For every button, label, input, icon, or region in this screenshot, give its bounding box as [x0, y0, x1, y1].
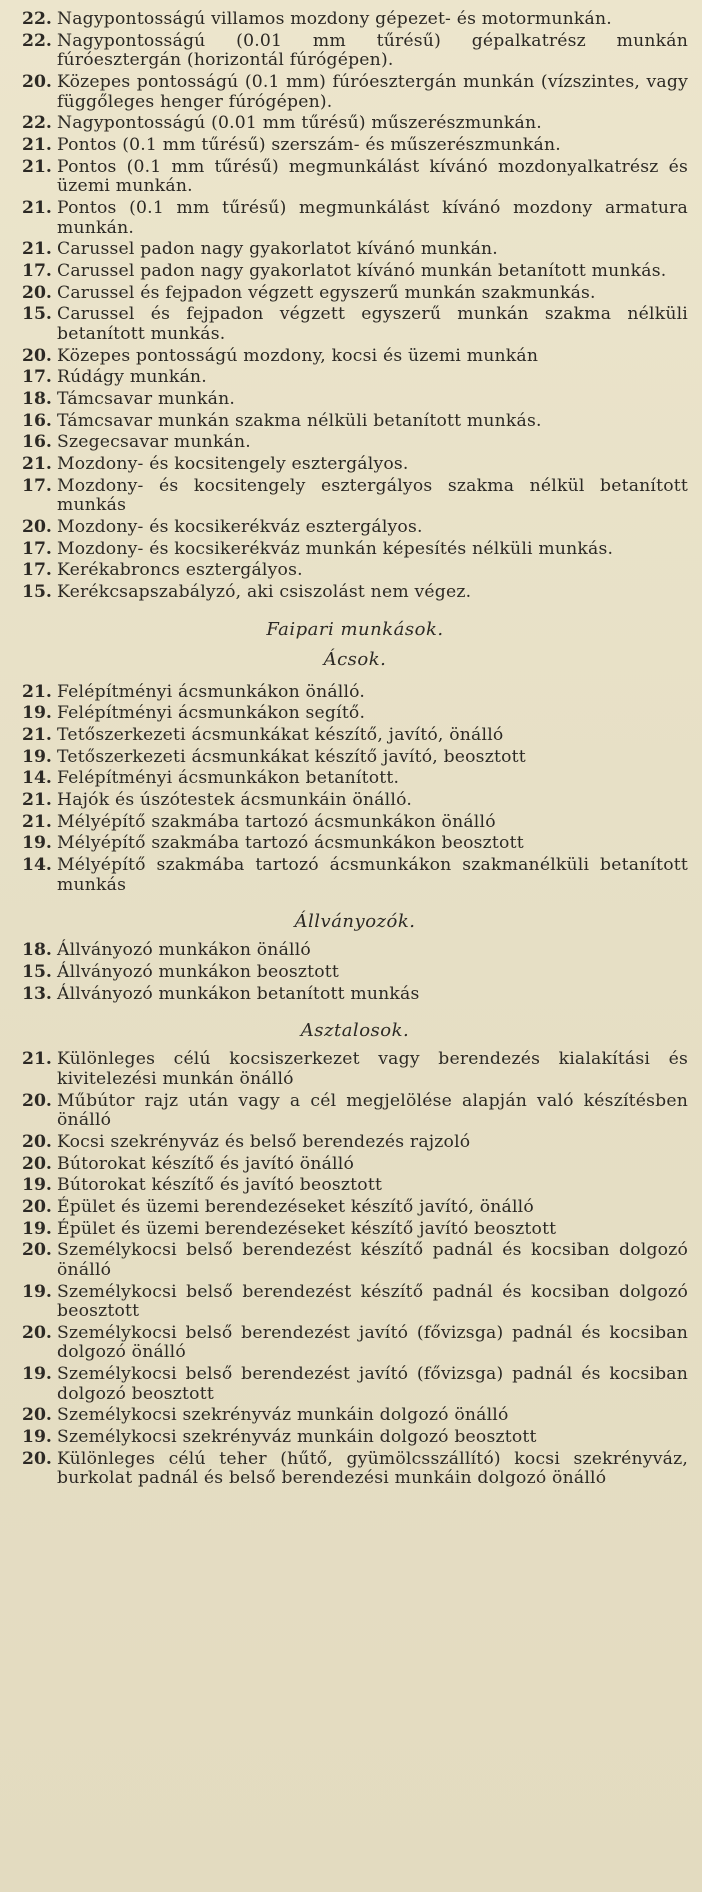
entry-description: Carussel és fejpadon végzett egyszerű munkán szakma nélküli betanított munkás. — [57, 304, 688, 344]
list-item — [22, 540, 688, 560]
list-item — [22, 748, 688, 768]
entry-description: Pontos (0.1 mm tűrésű) megmunkálást kívánó mozdonyalkatrész és üzemi munkán. — [57, 156, 688, 197]
entry-description: Tetőszerkezeti ácsmunkákat készítő javító, beosztott — [57, 746, 526, 767]
list-item — [22, 1428, 688, 1448]
entry-wage-category: 21. — [22, 1049, 52, 1070]
entry-description: Kerékcsapszabályzó, aki csiszolást nem végez. — [57, 582, 472, 602]
entry-description: Carussel padon nagy gyakorlatot kívánó munkán. — [57, 239, 498, 260]
entry-description: Közepes pontosságú (0.1 mm) fúróesztergán munkán (vízszintes, vagy függőleges henger fúrógépen). — [57, 71, 688, 112]
entry-wage-category: 20. — [22, 1405, 52, 1426]
section — [22, 911, 688, 1004]
entry-wage-category: 15. — [22, 961, 52, 982]
entry-wage-category: 17. — [22, 367, 52, 388]
entry-wage-category: 16. — [22, 410, 52, 431]
entry-description: Mozdony- és kocsitengely esztergályos. — [57, 453, 409, 474]
entry-wage-category: 21. — [22, 790, 52, 811]
entry-description: Állványozó munkákon betanított munkás — [57, 983, 420, 1004]
list-item — [22, 1155, 688, 1175]
entry-wage-category: 19. — [22, 1427, 52, 1448]
entry-description: Nagypontosságú (0.01 mm tűrésű) gépalkatrész munkán fúróesztergán (horizontál fúrógépen). — [57, 30, 688, 71]
list-item — [22, 1241, 688, 1280]
list-item — [22, 726, 688, 746]
entry-description: Személykocsi belső berendezést javító (fővizsga) padnál és kocsiban dolgozó beosztott — [57, 1364, 688, 1404]
entry-wage-category: 14. — [22, 855, 52, 876]
list-item — [22, 1406, 688, 1426]
list-item — [22, 284, 688, 304]
entry-wage-category: 20. — [22, 1322, 52, 1343]
entry-wage-category: 17. — [22, 560, 52, 581]
entry-wage-category: 20. — [22, 516, 52, 537]
entry-description: Carussel és fejpadon végzett egyszerű munkán szakmunkás. — [57, 282, 596, 303]
entry-description: Pontos (0.1 mm tűrésű) megmunkálást kívánó mozdony armatura munkán. — [57, 197, 688, 238]
entry-description: Mélyépítő szakmába tartozó ácsmunkákon beosztott — [57, 833, 524, 854]
entry-wage-category: 20. — [22, 1196, 52, 1217]
entry-description: Bútorokat készítő és javító önálló — [57, 1153, 354, 1174]
entry-wage-category: 21. — [22, 724, 52, 745]
entry-wage-category: 18. — [22, 388, 52, 409]
entry-wage-category: 19. — [22, 1218, 52, 1239]
entry-wage-category: 21. — [22, 453, 52, 474]
entry-description: Kocsi szekrényváz és belső berendezés rajzoló — [57, 1131, 471, 1152]
entry-wage-category: 21. — [22, 134, 52, 155]
list-item — [22, 477, 688, 516]
entry-wage-category: 21. — [22, 811, 52, 832]
list-item — [22, 1365, 688, 1404]
list-item — [22, 305, 688, 344]
entry-wage-category: 20. — [22, 1240, 52, 1261]
entry-description: Bútorokat készítő és javító beosztott — [57, 1175, 383, 1196]
list-item — [22, 347, 688, 367]
list-item — [22, 158, 688, 197]
list-item — [22, 518, 688, 538]
list-item — [22, 941, 688, 961]
list-item — [22, 856, 688, 895]
document-content — [22, 10, 688, 1489]
entry-wage-category: 19. — [22, 833, 52, 854]
list-item — [22, 1198, 688, 1218]
entry-description: Különleges célú teher (hűtő, gyümölcsszállító) kocsi szekrényváz, burkolat padnál és belső berendezési munkáin dolgozó önálló — [57, 1448, 688, 1489]
list-item — [22, 368, 688, 388]
entry-wage-category: 20. — [22, 1131, 52, 1152]
section-heading: Faipari munkások. — [266, 618, 444, 640]
entry-wage-category: 15. — [22, 582, 52, 602]
list-item — [22, 390, 688, 410]
section — [22, 10, 688, 603]
entry-description: Felépítményi ácsmunkákon segítő. — [57, 703, 366, 724]
list-item — [22, 769, 688, 789]
list-item — [22, 1283, 688, 1322]
entry-description: Mélyépítő szakmába tartozó ácsmunkákon szakmanélküli betanított munkás — [57, 855, 688, 895]
entry-wage-category: 22. — [22, 9, 52, 29]
list-item — [22, 10, 688, 30]
entry-wage-category: 19. — [22, 1175, 52, 1196]
entry-wage-category: 18. — [22, 940, 52, 961]
entry-description: Szegecsavar munkán. — [57, 432, 251, 453]
entry-description: Személykocsi belső berendezést készítő padnál és kocsiban dolgozó beosztott — [57, 1281, 688, 1322]
list-item — [22, 73, 688, 112]
list-item — [22, 136, 688, 156]
entry-wage-category: 21. — [22, 681, 52, 702]
list-item — [22, 583, 688, 603]
entry-description: Mozdony- és kocsikerékváz esztergályos. — [57, 516, 423, 537]
list-item — [22, 834, 688, 854]
list-item — [22, 433, 688, 453]
list-item — [22, 1450, 688, 1489]
entry-description: Kerékabroncs esztergályos. — [57, 560, 303, 581]
entry-description: Nagypontosságú (0.01 mm tűrésű) műszerészmunkán. — [57, 113, 542, 134]
entry-description: Rúdágy munkán. — [57, 367, 207, 388]
entry-description: Közepes pontosságú mozdony, kocsi és üzemi munkán — [57, 345, 539, 366]
list-item — [22, 412, 688, 432]
entry-description: Személykocsi szekrényváz munkáin dolgozó beosztott — [57, 1427, 537, 1448]
entry-description: Hajók és úszótestek ácsmunkáin önálló. — [57, 790, 412, 811]
entry-description: Pontos (0.1 mm tűrésű) szerszám- és műszerészmunkán. — [57, 134, 561, 155]
entry-wage-category: 19. — [22, 746, 52, 767]
entry-wage-category: 17. — [22, 260, 52, 281]
list-item — [22, 32, 688, 71]
entry-description: Különleges célú kocsiszerkezet vagy berendezés kialakítási és kivitelezési munkán önálló — [57, 1049, 688, 1089]
entry-wage-category: 14. — [22, 768, 52, 789]
entry-description: Épület és üzemi berendezéseket készítő javító, önálló — [57, 1196, 534, 1217]
entry-wage-category: 20. — [22, 345, 52, 366]
entry-wage-category: 17. — [22, 475, 52, 496]
entry-description: Állványozó munkákon beosztott — [57, 961, 340, 982]
entry-description: Mozdony- és kocsitengely esztergályos szakma nélkül betanított munkás — [57, 475, 688, 516]
section-subheading: Ácsok. — [323, 648, 387, 670]
section — [22, 1020, 688, 1489]
entry-wage-category: 20. — [22, 71, 52, 92]
list-item — [22, 455, 688, 475]
list-item — [22, 1050, 688, 1089]
entry-description: Épület és üzemi berendezéseket készítő javító beosztott — [57, 1218, 557, 1239]
entry-description: Műbútor rajz után vagy a cél megjelölése alapján való készítésben önálló — [57, 1090, 688, 1131]
entry-wage-category: 19. — [22, 1364, 52, 1385]
list-item — [22, 963, 688, 983]
section — [22, 619, 688, 896]
list-item — [22, 1133, 688, 1153]
entry-wage-category: 22. — [22, 30, 52, 51]
entry-description: Személykocsi belső berendezést javító (fővizsga) padnál és kocsiban dolgozó önálló — [57, 1322, 688, 1363]
list-item — [22, 114, 688, 134]
list-item — [22, 791, 688, 811]
entry-wage-category: 13. — [22, 983, 52, 1004]
entry-wage-category: 16. — [22, 432, 52, 453]
entry-wage-category: 22. — [22, 113, 52, 134]
entry-wage-category: 21. — [22, 239, 52, 260]
entry-wage-category: 15. — [22, 304, 52, 325]
entry-description: Felépítményi ácsmunkákon betanított. — [57, 768, 400, 789]
entry-description: Támcsavar munkán. — [57, 388, 236, 409]
section-heading: Állványozók. — [294, 911, 416, 933]
entry-wage-category: 21. — [22, 197, 52, 218]
entry-wage-category: 20. — [22, 1090, 52, 1111]
entry-description: Mozdony- és kocsikerékváz munkán képesítés nélküli munkás. — [57, 538, 614, 559]
entry-wage-category: 20. — [22, 1153, 52, 1174]
list-item — [22, 704, 688, 724]
entry-description: Felépítményi ácsmunkákon önálló. — [57, 681, 366, 702]
list-item — [22, 561, 688, 581]
section-heading: Asztalosok. — [300, 1020, 410, 1042]
list-item — [22, 199, 688, 238]
list-item — [22, 985, 688, 1005]
entry-wage-category: 19. — [22, 1281, 52, 1302]
entry-description: Állványozó munkákon önálló — [57, 940, 311, 961]
entry-wage-category: 17. — [22, 538, 52, 559]
list-item — [22, 1176, 688, 1196]
list-item — [22, 240, 688, 260]
entry-wage-category: 20. — [22, 1448, 52, 1469]
entry-wage-category: 20. — [22, 282, 52, 303]
list-item — [22, 813, 688, 833]
list-item — [22, 262, 688, 282]
entry-description: Támcsavar munkán szakma nélküli betanított munkás. — [57, 410, 542, 431]
list-item — [22, 683, 688, 703]
entry-description: Tetőszerkezeti ácsmunkákat készítő, javító, önálló — [57, 724, 504, 745]
entry-description: Carussel padon nagy gyakorlatot kívánó munkán betanított munkás. — [57, 260, 667, 281]
entry-description: Személykocsi belső berendezést készítő padnál és kocsiban dolgozó önálló — [57, 1240, 688, 1280]
entry-wage-category: 21. — [22, 156, 52, 177]
entry-description: Személykocsi szekrényváz munkáin dolgozó önálló — [57, 1405, 509, 1426]
entry-description: Mélyépítő szakmába tartozó ácsmunkákon önálló — [57, 811, 496, 832]
entry-wage-category: 19. — [22, 703, 52, 724]
list-item — [22, 1092, 688, 1131]
list-item — [22, 1324, 688, 1363]
list-item — [22, 1220, 688, 1240]
entry-description: Nagypontosságú villamos mozdony gépezet- és motormunkán. — [57, 9, 612, 29]
